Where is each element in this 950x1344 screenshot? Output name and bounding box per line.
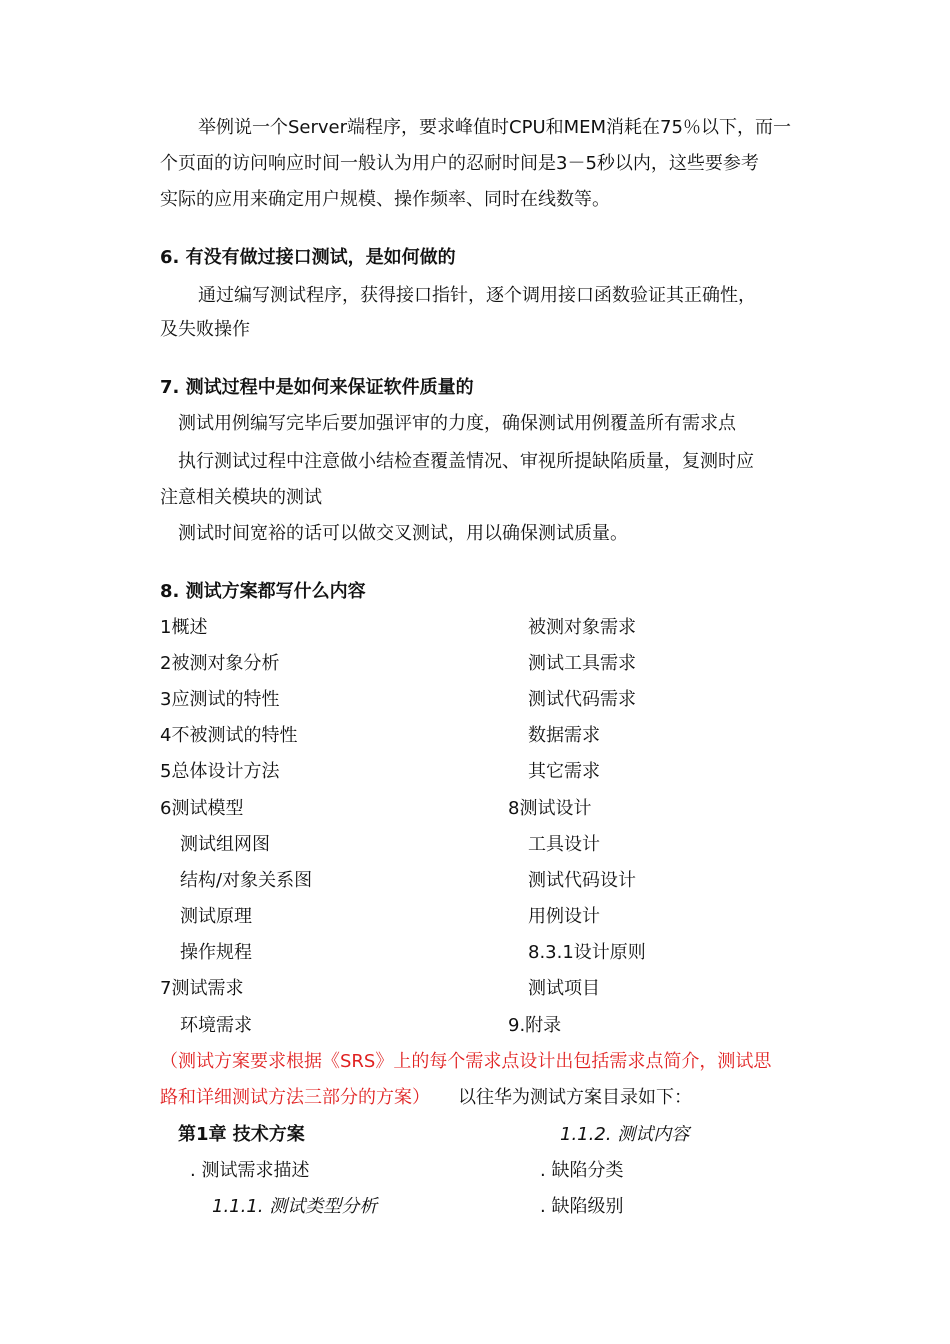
outline-left-item: 4不被测试的特性 xyxy=(160,725,298,746)
outline-right-item: 9.附录 xyxy=(508,1015,562,1036)
outline-left-item: 操作规程 xyxy=(180,942,252,963)
outline-left-item: 1概述 xyxy=(160,617,208,638)
outline-left-item: 6测试模型 xyxy=(160,798,244,819)
outline-right-item: 工具设计 xyxy=(528,834,600,855)
toc-chapter: 第1章 技术方案 xyxy=(178,1124,305,1145)
outline-right-item: 测试代码设计 xyxy=(528,870,636,891)
intro-line-1: 举例说一个Server端程序，要求峰值时CPU和MEM消耗在75％以下，而一 xyxy=(198,117,791,138)
q8-heading: 8. 测试方案都写什么内容 xyxy=(160,581,366,602)
outline-left-item: 3应测试的特性 xyxy=(160,689,280,710)
q6-line-2: 及失败操作 xyxy=(160,319,250,340)
q7-heading: 7. 测试过程中是如何来保证软件质量的 xyxy=(160,377,474,398)
outline-right-item: 8.3.1设计原则 xyxy=(528,942,646,963)
intro-line-3: 实际的应用来确定用户规模、操作频率、同时在线数等。 xyxy=(160,189,610,210)
outline-right-item: 测试工具需求 xyxy=(528,653,636,674)
q7-line-4: 测试时间宽裕的话可以做交叉测试，用以确保测试质量。 xyxy=(178,523,628,544)
outline-right-item: 其它需求 xyxy=(528,761,600,782)
outline-left-item: 7测试需求 xyxy=(160,978,244,999)
q6-line-1: 通过编写测试程序，获得接口指针，逐个调用接口函数验证其正确性， xyxy=(198,285,756,306)
outline-left-item: 2被测对象分析 xyxy=(160,653,280,674)
outline-right-item: 8测试设计 xyxy=(508,798,592,819)
q6-heading: 6. 有没有做过接口测试，是如何做的 xyxy=(160,247,456,268)
toc-item: . 缺陷级别 xyxy=(540,1196,624,1217)
outline-left-item: 环境需求 xyxy=(180,1015,252,1036)
toc-item: 1.1.1. 测试类型分析 xyxy=(212,1196,378,1217)
note-line-1: （测试方案要求根据《SRS》上的每个需求点设计出包括需求点简介，测试思 xyxy=(160,1051,772,1072)
toc-item: 1.1.2. 测试内容 xyxy=(560,1124,690,1145)
toc-item: . 缺陷分类 xyxy=(540,1160,624,1181)
outline-right-item: 测试项目 xyxy=(528,978,600,999)
outline-left-item: 5总体设计方法 xyxy=(160,761,280,782)
outline-left-item: 结构/对象关系图 xyxy=(180,870,313,891)
note-line-2: 路和详细测试方法三部分的方案） xyxy=(160,1087,430,1108)
outline-right-item: 被测对象需求 xyxy=(528,617,636,638)
outline-right-item: 数据需求 xyxy=(528,725,600,746)
q7-line-2: 执行测试过程中注意做小结检查覆盖情况、审视所提缺陷质量，复测时应 xyxy=(178,451,754,472)
q7-line-3: 注意相关模块的测试 xyxy=(160,487,322,508)
q7-line-1: 测试用例编写完毕后要加强评审的力度，确保测试用例覆盖所有需求点 xyxy=(178,413,736,434)
outline-right-item: 用例设计 xyxy=(528,906,600,927)
outline-right-item: 测试代码需求 xyxy=(528,689,636,710)
outline-left-item: 测试组网图 xyxy=(180,834,270,855)
outline-left-item: 测试原理 xyxy=(180,906,252,927)
toc-item: . 测试需求描述 xyxy=(190,1160,310,1181)
intro-line-2: 个页面的访问响应时间一般认为用户的忍耐时间是3－5秒以内，这些要参考 xyxy=(160,153,759,174)
note-tail: 以往华为测试方案目录如下： xyxy=(458,1087,692,1108)
